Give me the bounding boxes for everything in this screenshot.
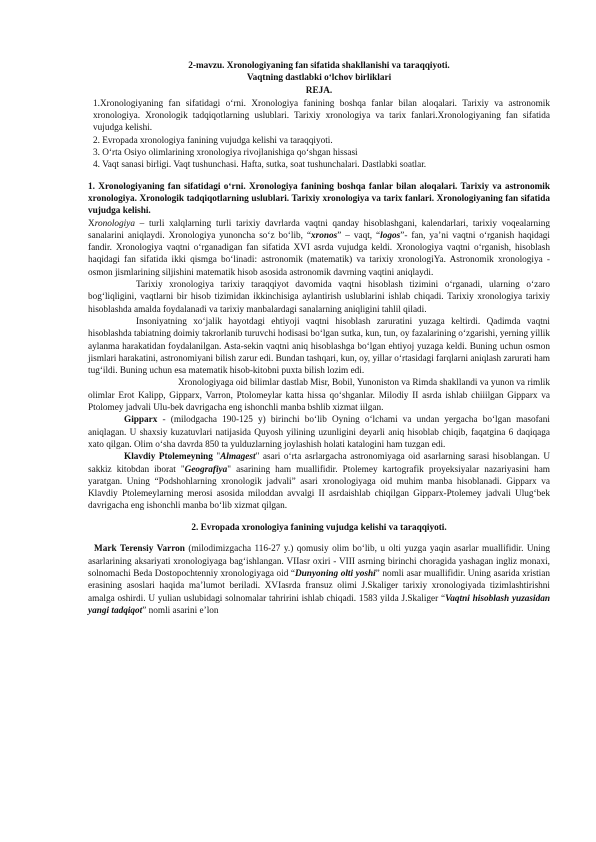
- text-run: ” – vaqt, “: [337, 230, 381, 241]
- text-run: – turli xalqlarning turli tarixiy davrlarda vaqtni qanday hisoblashgani, kalendarlari, tarixiy voqealarning sanalarini aniqlaydi. Xronologiya yunoncha so‘z bo‘lib, “: [88, 218, 550, 241]
- text-run: (milodimizgacha 116-27 y.) qomusiy olim bo‘lib, u olti yuzga yaqin asarlar muallifidir. Uning asarlarining aksariyati xronologiyaga bag‘ishlangan. VIIasr oxiri - VIII asrning birinchi choragida yashagan ingliz monaxi, solnomachi Beda Dostopochtenniy xronologiyaga oid “: [88, 544, 550, 580]
- work-geografiya: Geografiya: [184, 464, 228, 475]
- text-run: ”- fan, ya’ni vaqtni o‘rganish haqidagi fandir. Xronologiya vaqtni o‘rganadigan fan sifatida XVI asrda vujudga keldi. Xronologiya vaqtni o‘rganish, hisoblash haqidagi fan sifatida ikki qismga bo‘linadi: astronomik (matematik) va tarixiy xronologiYa. Astronomik xronologiya - osmon jismlarining siljishini matematik hisob asosida astronomik davrning vaqtini aniqlaydi.: [88, 230, 551, 278]
- section-1-heading: 1. Xronologiyaning fan sifatidagi o‘rni. Xronologiya fanining boshqa fanlar bilan aloqalari. Tarixiy va astronomik xronologiya. Xronologik tadqiqotlarning uslublari. Tarixiy xronologiya va tarix fanlari. Xronologiyaning fan sifatida vujudga kelishi.: [88, 181, 550, 217]
- plan-item-4: 4. Vaqt sanasi birligi. Vaqt tushunchasi. Hafta, sutka, soat tushunchalari. Dastlabki soatlar.: [93, 160, 427, 171]
- plan-list: [88, 98, 550, 172]
- plan-heading: REJA.: [305, 85, 333, 96]
- name-gipparx: Gipparx: [124, 415, 158, 426]
- plan-item-1: 1.Xronologiyaning fan sifatidagi o‘rni. Xronologiya fanining boshqa fanlar bilan aloqalari. Tarixiy va astronomik xronologiya. Xronologik tadqiqotlarning uslublari. Tarixiy xronologiya va tarix fanlari.Xronologiyaning fan sifatida vujudga kelishi.: [93, 98, 550, 134]
- document-subtitle: Vaqtning dastlabki o‘lchov birliklari: [246, 73, 392, 84]
- section-2-paragraph-1: [88, 543, 550, 617]
- work-dunyoning-olti-yoshi: Dunyoning olti yoshi: [294, 569, 376, 580]
- text-run: " asarining ham muallifidir. Ptolemey kartografik proyeksiyalar nazariyasini ham yaratgan. Uning “Podshohlarning xronologik jadvali” asari xronologiyaga oid muhim manba hisoblanadi. Gipparx va Klavdiy Ptolemeylarning merosi asosida miloddan avvalgi II asrdaishlab chiqilgan Gipparx-Ptolemey jadvali Ulug‘bek davrigacha eng ishonchli manba bo‘lib xizmat qilgan.: [88, 464, 550, 512]
- text-run: - (milodgacha 190-125 y) birinchi bo‘lib Oyning o‘lchami va undan yergacha bo‘lgan masofani aniqlagan. U shaxsiy kuzatuvlari natijasida Quyosh yilining uzunligini deyarli aniq hisoblab chiqib, faqatgina 6 daqiqaga xato qilgan. Olim o‘sha davrda 850 ta yulduzlarning joylashish holati katalogini ham tuzgan edi.: [88, 415, 550, 450]
- name-ptolemey: Klavdiy Ptolemeyning: [124, 452, 213, 463]
- text-run: ": [212, 452, 221, 463]
- text-run: ” nomli asar muallifidir. Uning asarida xristian erasining asoslari haqida ma’lumot beriladi. XVIasrda fransuz olimi J.Skaliger tarixiy xronologiyada tizimlashtirishni amalga oshirdi. U yulian uslubidagi solnomalar tahririni ishlab chiqadi. 1583 yilda J.Skaliger “: [88, 569, 550, 604]
- section-2-heading: 2. Evropada xronologiya fanining vujudga kelishi va taraqqiyoti.: [191, 522, 447, 533]
- plan-item-3: 3. O‘rta Osiyo olimlarining xronologiya rivojlanishiga qo‘shgan hissasi: [93, 148, 358, 159]
- section-1-paragraph-4: Xronologiyaga oid bilimlar dastlab Misr, Bobil, Yunoniston va Rimda shakllandi va yunon va rimlik olimlar Erot Kalipp, Gipparx, Varron, Ptolomeylar katta hissa qo‘shganlar. Milodiy II asrda ishlab chiiilgan Gipparx va Ptolomey jadvali Ulu-bek davrigacha eng ishonchli manba bshlib xizmat iilgan.: [88, 378, 550, 414]
- text-run: " asari o‘rta asrlargacha astronomiyaga oid asarlarning sarasi hisoblangan. U sakkiz kitobdan iborat ": [88, 452, 550, 475]
- term-logos: logos: [380, 230, 401, 241]
- plan-item-2: 2. Evropada xronologiya fanining vujudga kelishi va taraqqiyoti.: [93, 135, 333, 146]
- name-varron: Mark Terensiy Varron: [94, 544, 185, 555]
- term-xronologiya: ronologiya: [94, 218, 135, 229]
- spacer: [88, 172, 550, 181]
- document-title: 2-mavzu. Xronologiyaning fan sifatida shakllanishi va taraqqiyoti.: [188, 61, 450, 71]
- section-1-paragraph-1: [88, 218, 550, 279]
- work-vaqtni-hisoblash: Vaqtni hisoblash yuzasidan yangi tadqiqot: [88, 593, 550, 616]
- section-1-paragraph-2: Tarixiy xronologiya tarixiy taraqqiyot davomida vaqtni hisoblash tizimini o‘rganadi, ularning o‘zaro bog‘liqligini, vaqtlarni bir hisob tizimidan ikkinchisiga aylantirish uslublarini ishlab chiqadi. Tarixiy xronologiya tarixiy hisoblashda amalda foydalanadi va tarixiy manbalardagi sanalarning aniqligini tahlil qiladi.: [88, 280, 550, 315]
- text-run: ” nomli asarini e’lon: [142, 605, 219, 616]
- section-1-paragraph-6: [88, 451, 550, 512]
- section-1-paragraph-5: [88, 414, 550, 451]
- term-xronos: xronos: [311, 230, 338, 241]
- work-almagest: Almagest: [220, 452, 256, 463]
- section-1-paragraph-3: Insoniyatning xo‘jalik hayotdagi ehtiyoji vaqtni hisoblash zaruratini yuzaga keltirdi. Qadimda vaqtni hisoblashda tabiatning doimiy takrorlanib turuvchi hodisasi bo‘lgan sutka, kun, tun, oy fazalarining o‘zgarishi, yerning yillik aylanma harakatidan foydalanilgan. Asta-sekin vaqtni aniq hisoblashga bo‘lgan ehtiyoj yuzaga keldi. Buning uchun osmon jismlari harakatini, astronomiyani bilish zarur edi. Bundan tashqari, kun, oy, yillar o‘rtasidagi farqlarni aniqlash zarurati ham tug‘ildi. Buning uchun esa matematik hisob-kitobni puxta bilish lozim edi.: [88, 316, 550, 377]
- text-run: X: [88, 218, 95, 229]
